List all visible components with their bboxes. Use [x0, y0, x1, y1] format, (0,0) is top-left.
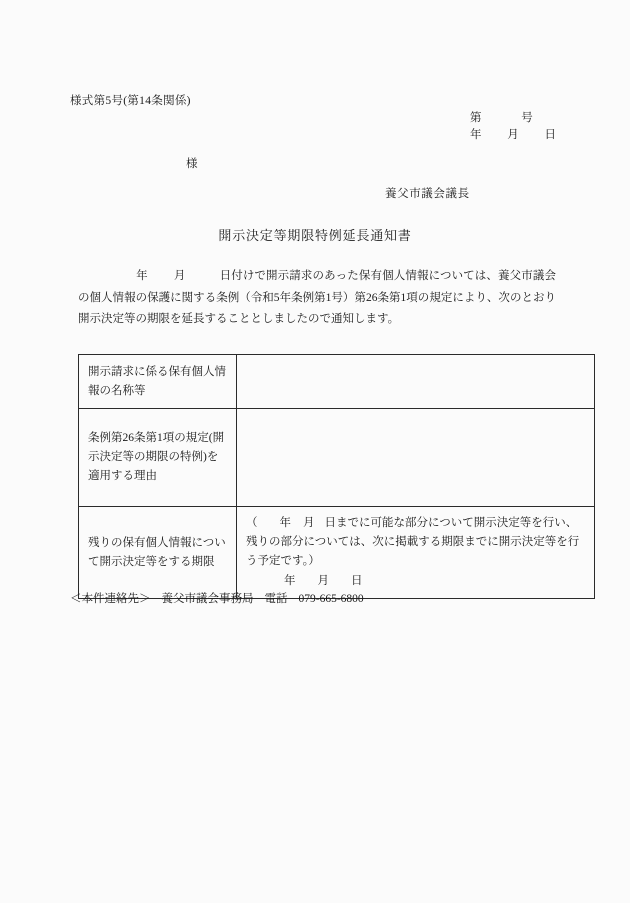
row-value-reason[interactable] — [237, 409, 595, 507]
body-paragraph — [78, 266, 556, 331]
addressee-honorific: 様 — [186, 158, 198, 170]
document-number-suffix: 号 — [521, 112, 533, 124]
note-day-label: 日 — [324, 517, 336, 529]
form-number: 様式第5号(第14条関係) — [70, 95, 191, 107]
document-number-line — [470, 110, 556, 127]
issuer-name: 養父市議会議長 — [385, 188, 470, 200]
document-number-block — [470, 110, 556, 144]
row-value-subject[interactable] — [237, 355, 595, 409]
deadline-year-label: 年 — [284, 575, 296, 587]
deadline-date-line — [246, 572, 585, 591]
contact-line — [70, 590, 364, 606]
table-row — [79, 409, 595, 507]
table-row — [79, 507, 595, 599]
row-value-deadline[interactable] — [237, 507, 595, 599]
date-year-label: 年 — [470, 129, 482, 141]
row-label-deadline: 残りの保有個人情報について開示決定等をする期限 — [79, 507, 237, 599]
document-date-line — [470, 127, 556, 144]
body-year-label: 年 — [136, 270, 148, 282]
table-row — [79, 355, 595, 409]
row-label-subject: 開示請求に係る保有個人情報の名称等 — [79, 355, 237, 409]
note-open-paren: （ — [246, 517, 258, 529]
body-month-label: 月 — [173, 270, 186, 282]
date-month-label: 月 — [507, 129, 519, 141]
note-body-text: までに可能な部分について開示決定等を行い、残りの部分については、次に掲載する期限までに開示決定等を行う予定です。） — [246, 517, 580, 567]
date-day-label: 日 — [544, 129, 556, 141]
row-label-reason: 条例第26条第1項の規定(開示決定等の期限の特例)を適用する理由 — [79, 409, 237, 507]
deadline-month-label: 月 — [317, 575, 329, 587]
contact-phone-number: 079-665-6800 — [298, 593, 364, 605]
contact-office: 養父市議会事務局 — [161, 593, 254, 605]
contact-phone-label: 電話 — [264, 593, 288, 605]
note-year-label: 年 — [279, 517, 291, 529]
body-text: 日付けで開示請求のあった保有個人情報については、養父市議会の個人情報の保護に関する条例（令和5年条例第1号）第26条第1項の規定により、次のとおり開示決定等の期限を延長することとしましたので通知します。 — [78, 270, 556, 325]
notification-table — [78, 354, 595, 599]
document-title: 開示決定等期限特例延長通知書 — [218, 228, 412, 243]
contact-prefix: ＜本件連絡先＞ — [70, 593, 151, 605]
document-number-label: 第 — [470, 112, 482, 124]
note-month-label: 月 — [303, 517, 315, 529]
deadline-note — [246, 514, 585, 571]
deadline-day-label: 日 — [351, 575, 363, 587]
